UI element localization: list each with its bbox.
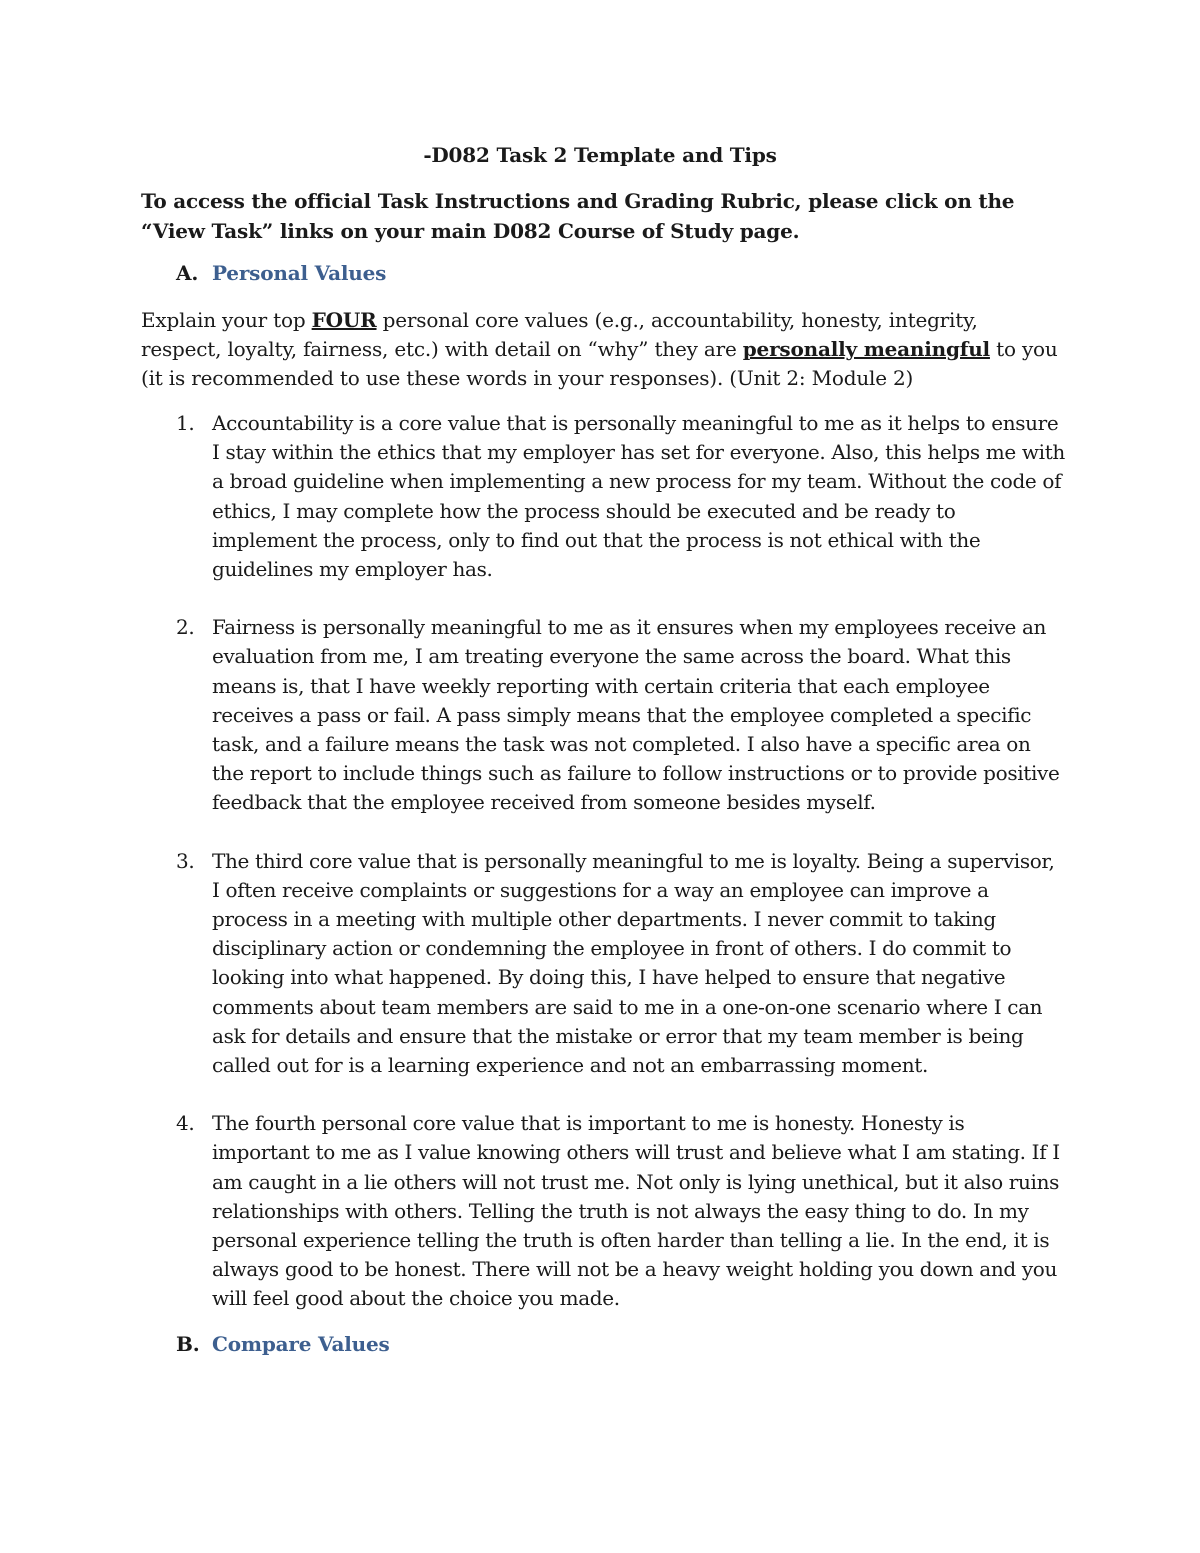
document-title: -D082 Task 2 Template and Tips [423, 143, 777, 167]
section-b-heading [176, 1332, 390, 1356]
answer-item [141, 1109, 1066, 1313]
section-a-heading [176, 261, 386, 285]
section-a-title: Personal Values [212, 261, 387, 285]
answer-text: Fairness is personally meaningful to me as it ensures when my employees receive an evaluation from me, I am treating everyone the same across the board. What this means is, that I have weekly reporting with certain criteria that each employee receives a pass or fail. A pass simply means that the employee completed a specific task, and a failure means the task was not completed. I also have a specific area on the report to include things such as failure to follow instructions or to provide positive feedback that the employee received from someone besides myself. [212, 615, 1060, 815]
answer-text: The fourth personal core value that is important to me is honesty. Honesty is important to me as I value knowing others will trust and believe what I am stating. If I am caught in a lie others will not trust me. Not only is lying unethical, but it also ruins relationships with others. Telling the truth is not always the easy thing to do. In my personal experience telling the truth is often harder than telling a lie. In the end, it is always good to be honest. There will not be a heavy weight holding you down and you will feel good about the choice you made. [212, 1111, 1060, 1311]
section-a-letter: A. [176, 261, 199, 285]
answer-item [141, 613, 1066, 817]
section-b-title: Compare Values [212, 1332, 390, 1356]
answer-text: The third core value that is personally meaningful to me is loyalty. Being a supervisor, I often receive complaints or suggestions for a way an employee can improve a process in a meeting with multiple other departments. I never commit to taking disciplinary action or condemning the employee in front of others. I do commit to looking into what happened. By doing this, I have helped to ensure that negative comments about team members are said to me in a one-on-one scenario where I can ask for details and ensure that the mistake or error that my team member is being called out for is a learning experience and not an embarrassing moment. [212, 848, 1055, 1078]
answers-list [141, 409, 1066, 1343]
intro-paragraph: To access the official Task Instructions and Grading Rubric, please click on the “View Task” links on your main D082 Course of Study page. [141, 189, 1015, 243]
answer-number: 1. [176, 411, 195, 435]
answer-text: Accountability is a core value that is personally meaningful to me as it helps to ensure I stay within the ethics that my employer has set for everyone. Also, this helps me with a broad guideline when implementing a new process for my team. Without the code of ethics, I may complete how the process should be executed and be ready to implement the process, only to find out that the process is not ethical with the guidelines my employer has. [212, 411, 1065, 582]
section-b-letter: B. [176, 1332, 200, 1356]
answer-number: 4. [176, 1111, 195, 1136]
instructions-part-1: Explain your top [141, 308, 312, 332]
answer-item [141, 409, 1066, 584]
answer-number: 2. [176, 615, 195, 640]
answer-item [141, 847, 1066, 1081]
instructions-emphasis-meaningful: personally meaningful [742, 337, 990, 361]
instructions-part-3: to you (it is recommended to use these words in your responses). (Unit 2: Module 2) [141, 337, 1058, 390]
instructions-emphasis-four: FOUR [311, 308, 377, 332]
answer-number: 3. [176, 848, 195, 873]
instructions-part-2: personal core values (e.g., accountability, honesty, integrity, respect, loyalty, fairness, etc.) with detail on “why” they are [141, 308, 978, 361]
instructions-paragraph [141, 306, 1061, 393]
